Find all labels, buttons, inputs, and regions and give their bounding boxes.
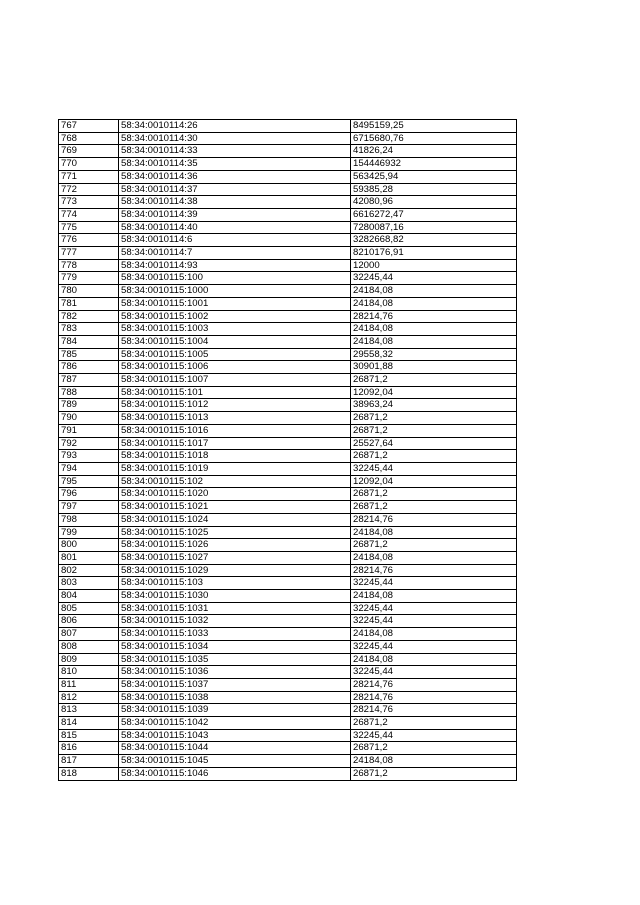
table-row [59,272,517,285]
value-cell: 32245,44 [351,462,517,475]
table-row [59,564,517,577]
value-cell: 32245,44 [351,272,517,285]
value-cell: 24184,08 [351,628,517,641]
cadastral-number-cell: 58:34:0010115:1027 [119,551,351,564]
table-row [59,323,517,336]
value-cell: 32245,44 [351,640,517,653]
cadastral-number-cell: 58:34:0010115:1021 [119,501,351,514]
row-number-cell: 814 [59,717,119,730]
value-cell: 24184,08 [351,653,517,666]
row-number-cell: 781 [59,297,119,310]
cadastral-number-cell: 58:34:0010114:38 [119,196,351,209]
value-cell: 24184,08 [351,590,517,603]
row-number-cell: 791 [59,424,119,437]
cadastral-number-cell: 58:34:0010115:1005 [119,348,351,361]
table-row [59,717,517,730]
cadastral-number-cell: 58:34:0010115:101 [119,386,351,399]
table-row [59,335,517,348]
cadastral-number-cell: 58:34:0010115:1026 [119,539,351,552]
table-body [59,120,517,781]
table-row [59,183,517,196]
value-cell: 3282668,82 [351,234,517,247]
value-cell: 26871,2 [351,412,517,425]
cadastral-number-cell: 58:34:0010115:1013 [119,412,351,425]
cadastral-number-cell: 58:34:0010114:37 [119,183,351,196]
table-row [59,539,517,552]
cadastral-number-cell: 58:34:0010114:30 [119,132,351,145]
row-number-cell: 779 [59,272,119,285]
row-number-cell: 769 [59,145,119,158]
table-row [59,221,517,234]
value-cell: 12092,04 [351,475,517,488]
table-row [59,691,517,704]
row-number-cell: 776 [59,234,119,247]
cadastral-number-cell: 58:34:0010115:1045 [119,755,351,768]
table-row [59,120,517,133]
row-number-cell: 809 [59,653,119,666]
cadastral-number-cell: 58:34:0010115:1016 [119,424,351,437]
cadastral-number-cell: 58:34:0010115:1017 [119,437,351,450]
value-cell: 29558,32 [351,348,517,361]
row-number-cell: 793 [59,450,119,463]
table-row [59,259,517,272]
cadastral-number-cell: 58:34:0010115:1024 [119,513,351,526]
cadastral-number-cell: 58:34:0010115:1025 [119,526,351,539]
value-cell: 8210176,91 [351,247,517,260]
value-cell: 30901,88 [351,361,517,374]
row-number-cell: 772 [59,183,119,196]
row-number-cell: 782 [59,310,119,323]
row-number-cell: 799 [59,526,119,539]
cadastral-number-cell: 58:34:0010114:33 [119,145,351,158]
row-number-cell: 817 [59,755,119,768]
table-row [59,475,517,488]
row-number-cell: 806 [59,615,119,628]
row-number-cell: 770 [59,158,119,171]
cadastral-number-cell: 58:34:0010114:93 [119,259,351,272]
cadastral-number-cell: 58:34:0010115:1039 [119,704,351,717]
row-number-cell: 815 [59,729,119,742]
value-cell: 24184,08 [351,297,517,310]
value-cell: 563425,94 [351,170,517,183]
row-number-cell: 802 [59,564,119,577]
row-number-cell: 792 [59,437,119,450]
table-row [59,640,517,653]
cadastral-number-cell: 58:34:0010115:1044 [119,742,351,755]
value-cell: 24184,08 [351,323,517,336]
row-number-cell: 785 [59,348,119,361]
cadastral-number-cell: 58:34:0010115:1032 [119,615,351,628]
table-row [59,704,517,717]
value-cell: 32245,44 [351,577,517,590]
value-cell: 24184,08 [351,551,517,564]
cadastral-number-cell: 58:34:0010115:1037 [119,678,351,691]
table-row [59,666,517,679]
table-row [59,678,517,691]
value-cell: 26871,2 [351,539,517,552]
row-number-cell: 784 [59,335,119,348]
value-cell: 26871,2 [351,742,517,755]
value-cell: 26871,2 [351,717,517,730]
table-row [59,602,517,615]
table-row [59,196,517,209]
cadastral-number-cell: 58:34:0010115:1036 [119,666,351,679]
row-number-cell: 786 [59,361,119,374]
table-row [59,551,517,564]
cadastral-number-cell: 58:34:0010115:1007 [119,374,351,387]
value-cell: 28214,76 [351,513,517,526]
value-cell: 26871,2 [351,424,517,437]
row-number-cell: 813 [59,704,119,717]
row-number-cell: 808 [59,640,119,653]
cadastral-number-cell: 58:34:0010114:6 [119,234,351,247]
row-number-cell: 804 [59,590,119,603]
value-cell: 26871,2 [351,501,517,514]
table-row [59,348,517,361]
table-row [59,615,517,628]
table-row [59,755,517,768]
cadastral-number-cell: 58:34:0010115:1000 [119,285,351,298]
cadastral-number-cell: 58:34:0010115:1003 [119,323,351,336]
row-number-cell: 790 [59,412,119,425]
row-number-cell: 805 [59,602,119,615]
table-row [59,170,517,183]
table-row [59,424,517,437]
row-number-cell: 767 [59,120,119,133]
row-number-cell: 788 [59,386,119,399]
table-row [59,767,517,780]
table-row [59,450,517,463]
value-cell: 6616272,47 [351,208,517,221]
row-number-cell: 811 [59,678,119,691]
table-row [59,742,517,755]
table-row [59,145,517,158]
value-cell: 32245,44 [351,729,517,742]
row-number-cell: 789 [59,399,119,412]
cadastral-number-cell: 58:34:0010115:1029 [119,564,351,577]
cadastral-number-cell: 58:34:0010115:102 [119,475,351,488]
table-row [59,526,517,539]
value-cell: 26871,2 [351,374,517,387]
row-number-cell: 777 [59,247,119,260]
cadastral-number-cell: 58:34:0010114:40 [119,221,351,234]
value-cell: 26871,2 [351,450,517,463]
table-row [59,208,517,221]
row-number-cell: 787 [59,374,119,387]
table-row [59,132,517,145]
row-number-cell: 775 [59,221,119,234]
row-number-cell: 798 [59,513,119,526]
table-row [59,729,517,742]
cadastral-number-cell: 58:34:0010115:1012 [119,399,351,412]
value-cell: 24184,08 [351,526,517,539]
cadastral-number-cell: 58:34:0010115:100 [119,272,351,285]
value-cell: 24184,08 [351,285,517,298]
table-row [59,488,517,501]
cadastral-number-cell: 58:34:0010115:1033 [119,628,351,641]
value-cell: 12092,04 [351,386,517,399]
value-cell: 41826,24 [351,145,517,158]
table-row [59,297,517,310]
cadastral-number-cell: 58:34:0010115:1004 [119,335,351,348]
cadastral-number-cell: 58:34:0010115:1019 [119,462,351,475]
cadastral-number-cell: 58:34:0010115:1042 [119,717,351,730]
table-row [59,437,517,450]
cadastral-number-cell: 58:34:0010114:26 [119,120,351,133]
row-number-cell: 773 [59,196,119,209]
table-row [59,234,517,247]
table-row [59,653,517,666]
value-cell: 154446932 [351,158,517,171]
row-number-cell: 774 [59,208,119,221]
value-cell: 38963,24 [351,399,517,412]
row-number-cell: 800 [59,539,119,552]
value-cell: 12000 [351,259,517,272]
value-cell: 28214,76 [351,704,517,717]
row-number-cell: 797 [59,501,119,514]
cadastral-number-cell: 58:34:0010115:1031 [119,602,351,615]
cadastral-number-cell: 58:34:0010114:36 [119,170,351,183]
cadastral-value-table [58,119,517,781]
row-number-cell: 810 [59,666,119,679]
value-cell: 28214,76 [351,691,517,704]
cadastral-number-cell: 58:34:0010115:1035 [119,653,351,666]
cadastral-number-cell: 58:34:0010115:1001 [119,297,351,310]
table-row [59,285,517,298]
table-row [59,513,517,526]
cadastral-number-cell: 58:34:0010115:1006 [119,361,351,374]
row-number-cell: 771 [59,170,119,183]
value-cell: 6715680,76 [351,132,517,145]
value-cell: 24184,08 [351,755,517,768]
row-number-cell: 818 [59,767,119,780]
table-row [59,386,517,399]
cadastral-number-cell: 58:34:0010114:7 [119,247,351,260]
value-cell: 32245,44 [351,602,517,615]
cadastral-number-cell: 58:34:0010115:1043 [119,729,351,742]
cadastral-number-cell: 58:34:0010114:35 [119,158,351,171]
value-cell: 26871,2 [351,488,517,501]
cadastral-number-cell: 58:34:0010115:1020 [119,488,351,501]
value-cell: 28214,76 [351,310,517,323]
value-cell: 32245,44 [351,666,517,679]
value-cell: 28214,76 [351,678,517,691]
cadastral-number-cell: 58:34:0010115:1034 [119,640,351,653]
table-row [59,628,517,641]
row-number-cell: 778 [59,259,119,272]
row-number-cell: 768 [59,132,119,145]
value-cell: 59385,28 [351,183,517,196]
row-number-cell: 794 [59,462,119,475]
table-row [59,310,517,323]
value-cell: 7280087,16 [351,221,517,234]
table-row [59,412,517,425]
value-cell: 26871,2 [351,767,517,780]
row-number-cell: 803 [59,577,119,590]
table-row [59,374,517,387]
row-number-cell: 812 [59,691,119,704]
row-number-cell: 816 [59,742,119,755]
row-number-cell: 796 [59,488,119,501]
row-number-cell: 795 [59,475,119,488]
cadastral-number-cell: 58:34:0010115:1038 [119,691,351,704]
cadastral-number-cell: 58:34:0010115:1002 [119,310,351,323]
cadastral-number-cell: 58:34:0010115:1046 [119,767,351,780]
value-cell: 24184,08 [351,335,517,348]
cadastral-number-cell: 58:34:0010115:103 [119,577,351,590]
table-row [59,158,517,171]
value-cell: 32245,44 [351,615,517,628]
table-row [59,462,517,475]
cadastral-number-cell: 58:34:0010114:39 [119,208,351,221]
value-cell: 28214,76 [351,564,517,577]
table-row [59,501,517,514]
value-cell: 8495159,25 [351,120,517,133]
row-number-cell: 801 [59,551,119,564]
table-row [59,577,517,590]
row-number-cell: 780 [59,285,119,298]
table-row [59,399,517,412]
value-cell: 25527,64 [351,437,517,450]
table-row [59,247,517,260]
table-row [59,361,517,374]
row-number-cell: 783 [59,323,119,336]
cadastral-number-cell: 58:34:0010115:1018 [119,450,351,463]
value-cell: 42080,96 [351,196,517,209]
cadastral-number-cell: 58:34:0010115:1030 [119,590,351,603]
table-row [59,590,517,603]
row-number-cell: 807 [59,628,119,641]
